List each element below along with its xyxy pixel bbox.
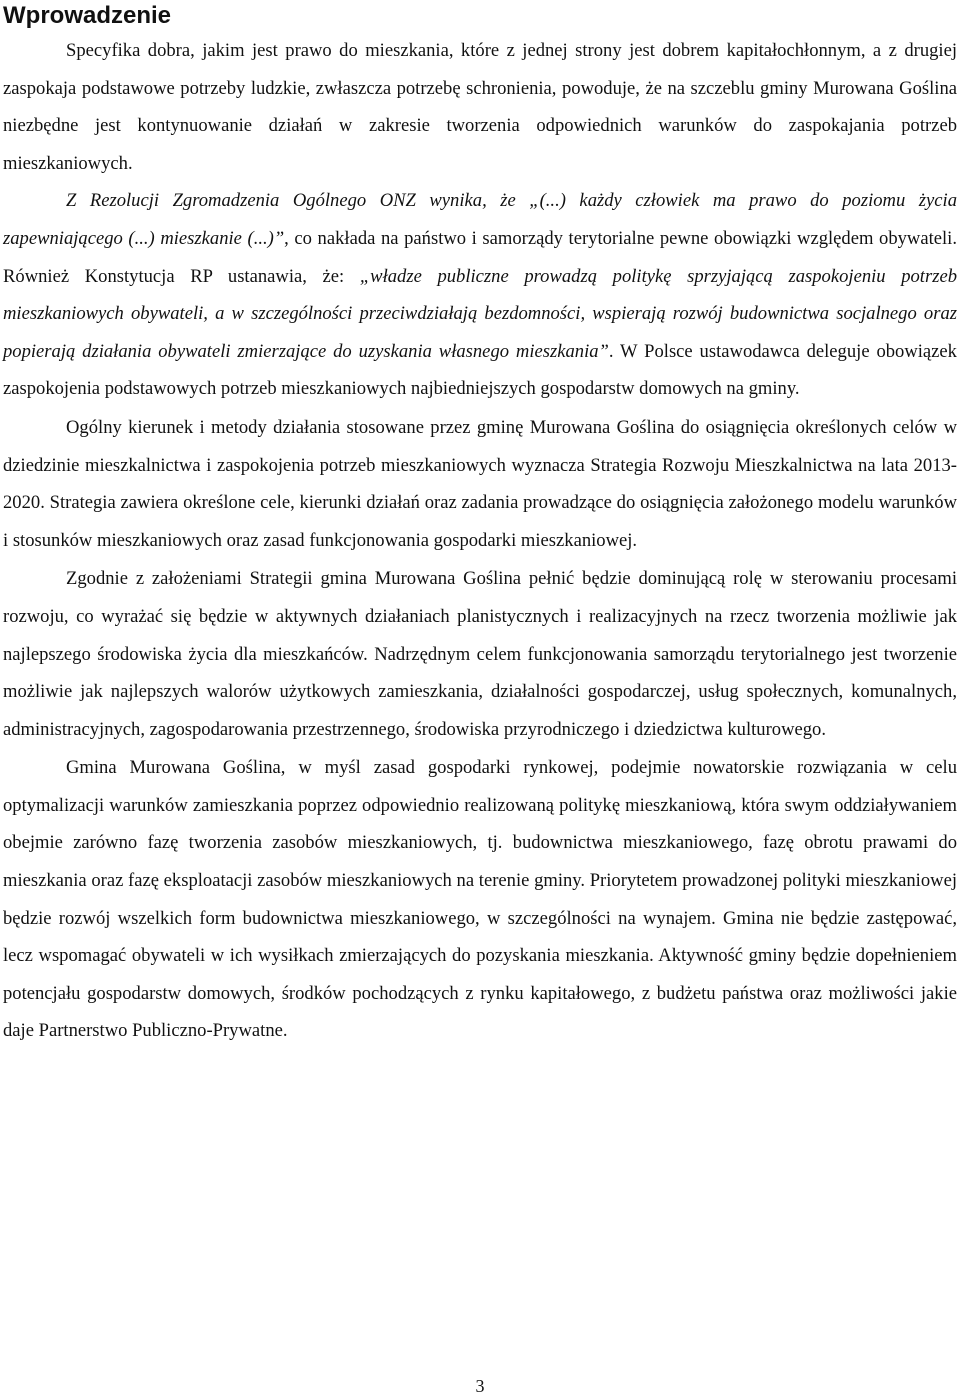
page-number: 3 [475,1376,485,1396]
section-heading: Wprowadzenie [3,2,172,29]
paragraph-text: Gmina Murowana Goślina, w myśl zasad gospodarki rynkowej, podejmie nowatorskie rozwiązania w celu optymalizacji warunków zamieszkania poprzez odpowiednio realizowaną politykę mieszkaniową, która swym oddziaływaniem obejmie zarówno fazę tworzenia zasobów mieszkaniowych, tj. budownictwa mieszkaniowego, fazę obrotu prawami do mieszkania oraz fazę eksploatacji zasobów mieszkaniowych na terenie gminy. Priorytetem prowadzonej polityki mieszkaniowej będzie rozwój wszelkich form budownictwa mieszkaniowego, w szczególności na wynajem. Gmina nie będzie zastępować, lecz wspomagać obywateli w ich wysiłkach zmierzających do pozyskania mieszkania. Aktywność gminy będzie dopełnieniem potencjału gospodarstw domowych, środków pochodzących z rynku kapitałowego, z budżetu państwa oraz możliwości jakie daje Partnerstwo Publiczno-Prywatne. [3,757,957,1042]
paragraph-text: Zgodnie z założeniami Strategii gmina Murowana Goślina pełnić będzie dominującą rolę w sterowaniu procesami rozwoju, co wyrażać się będzie w aktywnych działaniach planistycznych i realizacyjnych na rzecz tworzenia możliwie jak najlepszego środowiska życia dla mieszkańców. Nadrzędnym celem funkcjonowania samorządu terytorialnego jest tworzenie możliwie jak najlepszych walorów użytkowych zamieszkania, działalności gospodarczej, usług społecznych, komunalnych, administracyjnych, zagospodarowania przestrzennego, środowiska przyrodniczego i dziedzictwa kulturowego. [3,568,957,740]
paragraph-text: . W Polsce ustawodawca deleguje obowiązek zaspokojenia podstawowych potrzeb mieszkaniowych najbiedniejszych gospodarstw domowych na gminy. [3,340,957,400]
onz-quote: Z Rezolucji Zgromadzenia Ogólnego ONZ wynika, że „(...) każdy człowiek ma prawo do poziomu życia zapewniającego (...) mieszkanie (...)” [3,190,957,249]
paragraph-text: , co nakłada na państwo i samorządy terytorialne pewne obowiązki względem obywateli. Również Konstytucja RP ustanawia, że: [3,227,957,287]
paragraph-assumptions [3,560,957,748]
paragraph-legal-basis [3,182,957,408]
paragraph-text: Specyfika dobra, jakim jest prawo do mieszkania, które z jednej strony jest dobrem kapitałochłonnym, a z drugiej zaspokaja podstawowe potrzeby ludzkie, zwłaszcza potrzebę schronienia, powoduje, że na szczeblu gminy Murowana Goślina niezbędne jest kontynuowanie działań w zakresie tworzenia odpowiednich warunków do zaspokajania potrzeb mieszkaniowych. [3,40,957,174]
paragraph-text: Ogólny kierunek i metody działania stosowane przez gminę Murowana Goślina do osiągnięcia określonych celów w dziedzinie mieszkalnictwa i zaspokojenia potrzeb mieszkaniowych wyznacza Strategia Rozwoju Mieszkalnictwa na lata 2013-2020. Strategia zawiera określone cele, kierunki działań oraz zadania prowadzące do osiągnięcia założonego modelu warunków i stosunków mieszkaniowych oraz zasad funkcjonowania gospodarki mieszkaniowej. [3,416,957,551]
paragraph-intro [3,32,957,182]
constitution-quote: „władze publiczne prowadzą politykę sprzyjającą zaspokojeniu potrzeb mieszkaniowych obywateli, a w szczególności przeciwdziałają bezdomności, wspierają rozwój budownictwa socjalnego oraz popierają działania obywateli zmierzające do uzyskania własnego mieszkania” [3,265,957,362]
paragraph-policy [3,749,957,1050]
document-page [3,0,957,1050]
paragraph-strategy [3,409,957,559]
